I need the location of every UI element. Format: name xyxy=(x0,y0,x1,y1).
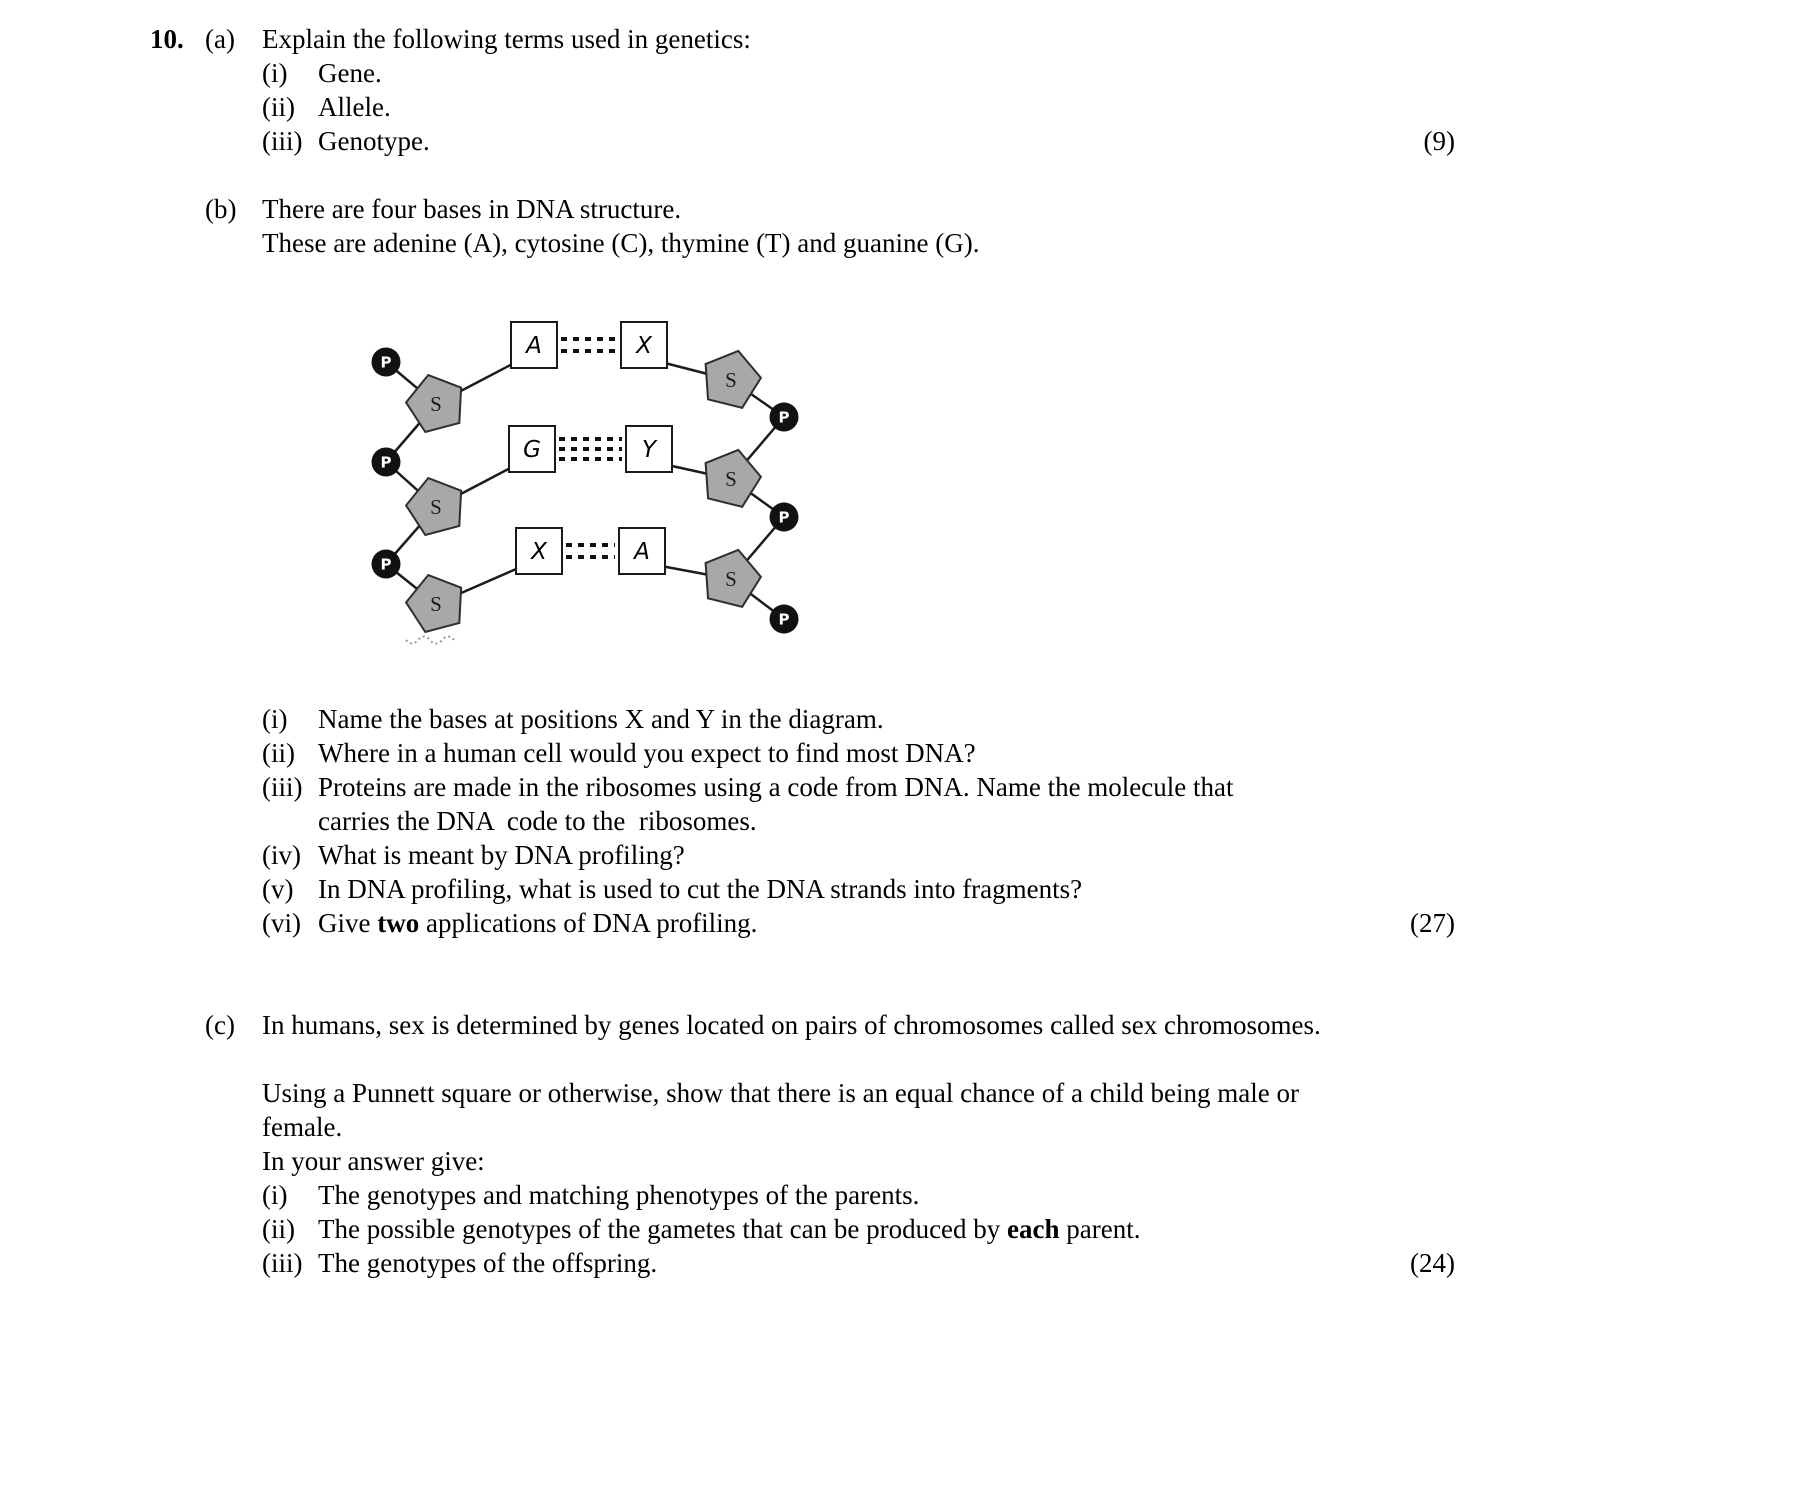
phosphate-label: P xyxy=(778,508,790,527)
bold-word: two xyxy=(377,908,420,938)
item-label: (v) xyxy=(262,874,294,904)
strand-continuation-squiggle xyxy=(406,637,454,644)
part-c-intro: In humans, sex is determined by genes located on pairs of chromosomes called sex chromosomes. xyxy=(262,1010,1321,1040)
item-text: Genotype. xyxy=(318,126,430,156)
question-item xyxy=(262,124,1455,158)
question-item xyxy=(262,1246,1455,1280)
item-text: Where in a human cell would you expect to find most DNA? xyxy=(318,738,976,768)
part-b-label: (b) xyxy=(205,194,237,224)
item-label: (iii) xyxy=(262,1248,303,1278)
phosphate-label: P xyxy=(380,555,392,574)
paragraph-line3: In your answer give: xyxy=(262,1146,485,1176)
base-left-3: X xyxy=(531,539,547,565)
item-label: (i) xyxy=(262,704,288,734)
question-item xyxy=(262,702,1455,736)
item-text: The genotypes and matching phenotypes of the parents. xyxy=(318,1180,920,1210)
part-b-body xyxy=(262,192,1455,940)
item-label: (iii) xyxy=(262,772,303,802)
item-text: What is meant by DNA profiling? xyxy=(318,840,685,870)
item-label: (i) xyxy=(262,1180,288,1210)
part-a-intro: Explain the following terms used in genetics: xyxy=(262,24,751,54)
sugar-label: S xyxy=(430,392,442,416)
hydrogen-bond-row-3 xyxy=(566,545,615,557)
question-item xyxy=(262,56,1455,90)
part-a xyxy=(150,22,1455,158)
marks-badge: (27) xyxy=(1410,908,1455,938)
bold-word: each xyxy=(1007,1214,1060,1244)
base-left-1: A xyxy=(526,333,542,359)
part-a-label: (a) xyxy=(205,24,235,54)
sugar-label: S xyxy=(725,567,737,591)
item-label: (iii) xyxy=(262,126,303,156)
part-b xyxy=(150,192,1455,940)
phosphate-label: P xyxy=(380,453,392,472)
item-label: (ii) xyxy=(262,738,295,768)
base-left-2: G xyxy=(523,437,541,463)
dna-diagram-svg xyxy=(358,314,818,652)
part-c xyxy=(150,1008,1455,1280)
sugar-label: S xyxy=(725,467,737,491)
item-text: Name the bases at positions X and Y in the diagram. xyxy=(318,704,884,734)
sugar-label: S xyxy=(725,368,737,392)
hydrogen-bond-row-1 xyxy=(561,339,618,351)
phosphate-label: P xyxy=(380,353,392,372)
sugar-label: S xyxy=(430,495,442,519)
sugar-pentagons xyxy=(401,344,766,635)
part-b-intro-line1: There are four bases in DNA structure. xyxy=(262,194,682,224)
question-item xyxy=(262,770,1455,838)
item-text: Give two applications of DNA profiling. xyxy=(318,908,758,938)
base-right-2: Y xyxy=(641,437,657,463)
sugar-label: S xyxy=(430,592,442,616)
question-10 xyxy=(150,22,1455,1280)
item-text: The possible genotypes of the gametes that can be produced by each parent. xyxy=(318,1214,1141,1244)
question-item xyxy=(262,906,1455,940)
dna-diagram xyxy=(358,314,818,660)
question-item xyxy=(262,1178,1455,1212)
phosphate-label: P xyxy=(778,610,790,629)
base-right-1: X xyxy=(636,333,652,359)
marks-badge: (9) xyxy=(1423,126,1455,156)
question-item xyxy=(262,838,1455,872)
phosphate-label: P xyxy=(778,408,790,427)
item-text: Allele. xyxy=(318,92,391,122)
item-label: (ii) xyxy=(262,1214,295,1244)
base-right-3: A xyxy=(634,539,650,565)
part-a-body xyxy=(262,22,1455,158)
part-b-intro-line2: These are adenine (A), cytosine (C), thymine (T) and guanine (G). xyxy=(262,228,980,258)
paragraph-line1: Using a Punnett square or otherwise, show that there is an equal chance of a child being male or xyxy=(262,1078,1299,1108)
item-text: The genotypes of the offspring. xyxy=(318,1248,658,1278)
part-c-paragraph xyxy=(262,1076,1455,1178)
part-c-body xyxy=(262,1008,1455,1280)
question-item xyxy=(262,872,1455,906)
marks-badge: (24) xyxy=(1410,1248,1455,1278)
item-text: Proteins are made in the ribosomes using a code from DNA. Name the molecule that carries the DNA code to the ribosomes. xyxy=(318,770,1455,838)
item-label: (vi) xyxy=(262,908,301,938)
item-text: In DNA profiling, what is used to cut the DNA strands into fragments? xyxy=(318,874,1083,904)
item-label: (ii) xyxy=(262,92,295,122)
item-text-line2: carries the DNA code to the ribosomes. xyxy=(318,806,757,836)
item-text: Gene. xyxy=(318,58,382,88)
item-label: (iv) xyxy=(262,840,301,870)
question-item xyxy=(262,90,1455,124)
question-item xyxy=(262,736,1455,770)
part-c-label: (c) xyxy=(205,1010,235,1040)
hydrogen-bond-row-2 xyxy=(559,439,622,459)
paragraph-line2: female. xyxy=(262,1112,343,1142)
item-label: (i) xyxy=(262,58,288,88)
question-item xyxy=(262,1212,1455,1246)
question-number: 10. xyxy=(150,24,184,54)
